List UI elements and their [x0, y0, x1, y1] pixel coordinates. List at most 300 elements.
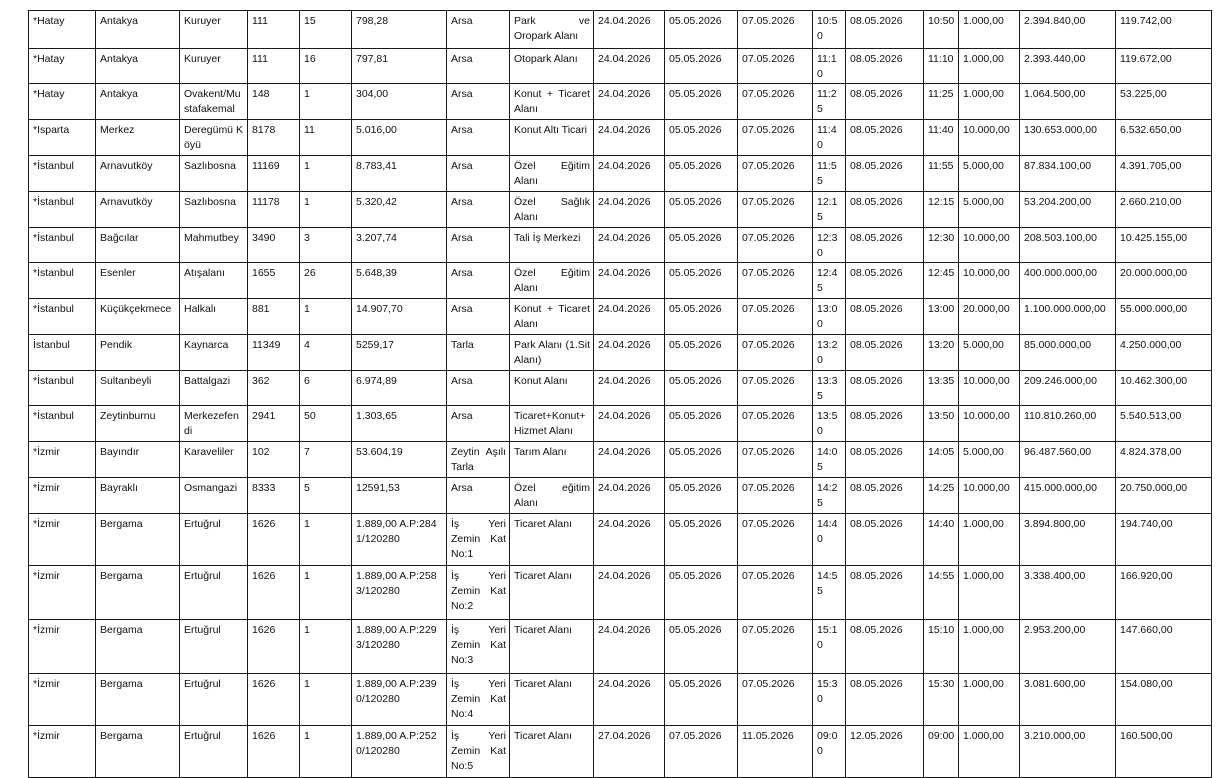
- table-row: [29, 406, 1212, 442]
- cell-announce-date: 24.04.2026: [594, 514, 665, 566]
- cell-deposit: 6.532.650,00: [1116, 120, 1212, 156]
- cell-second-date: 08.05.2026: [846, 192, 924, 228]
- cell-announce-date: 24.04.2026: [594, 371, 665, 406]
- table-row: [29, 335, 1212, 371]
- table-row: [29, 620, 1212, 674]
- cell-zoning: Özel Eğitim Alanı: [510, 156, 594, 192]
- cell-property-type: Arsa: [447, 263, 510, 299]
- cell-property-type: Arsa: [447, 49, 510, 84]
- cell-app-deadline: 05.05.2026: [665, 120, 738, 156]
- cell-deposit: 20.000.000,00: [1116, 263, 1212, 299]
- auction-table: [28, 10, 1212, 778]
- cell-zoning: Konut Alanı: [510, 371, 594, 406]
- cell-announce-date: 24.04.2026: [594, 192, 665, 228]
- cell-app-deadline: 05.05.2026: [665, 84, 738, 120]
- cell-city: *Hatay: [29, 11, 96, 49]
- cell-announce-date: 27.04.2026: [594, 726, 665, 778]
- cell-property-type: Zeytin Aşılı Tarla: [447, 442, 510, 478]
- cell-second-date: 08.05.2026: [846, 11, 924, 49]
- cell-area: 12591,53: [352, 478, 447, 514]
- cell-parcel: 1: [300, 514, 352, 566]
- cell-deposit: 4.824.378,00: [1116, 442, 1212, 478]
- cell-auction-time: 11:55: [813, 156, 846, 192]
- cell-area: 1.889,00 A.P:2841/120280: [352, 514, 447, 566]
- cell-block: 102: [248, 442, 300, 478]
- cell-property-type: Tarla: [447, 335, 510, 371]
- cell-neighborhood: Kuruyer: [180, 49, 248, 84]
- cell-increment: 1.000,00: [959, 49, 1020, 84]
- cell-area: 798,28: [352, 11, 447, 49]
- cell-estimated-value: 130.653.000,00: [1020, 120, 1116, 156]
- cell-city: *İstanbul: [29, 228, 96, 263]
- cell-auction-time: 11:10: [813, 49, 846, 84]
- cell-property-type: Arsa: [447, 299, 510, 335]
- cell-estimated-value: 96.487.560,00: [1020, 442, 1116, 478]
- cell-district: Sultanbeyli: [96, 371, 180, 406]
- cell-zoning: Ticaret Alanı: [510, 514, 594, 566]
- cell-estimated-value: 3.081.600,00: [1020, 674, 1116, 726]
- cell-auction-date: 07.05.2026: [738, 120, 813, 156]
- cell-increment: 5.000,00: [959, 192, 1020, 228]
- cell-zoning: Konut + Ticaret Alanı: [510, 299, 594, 335]
- cell-property-type: İş Yeri Zemin Kat No:3: [447, 620, 510, 674]
- cell-parcel: 26: [300, 263, 352, 299]
- cell-second-date: 12.05.2026: [846, 726, 924, 778]
- cell-announce-date: 24.04.2026: [594, 49, 665, 84]
- cell-block: 1626: [248, 726, 300, 778]
- cell-neighborhood: Ertuğrul: [180, 566, 248, 620]
- cell-second-date: 08.05.2026: [846, 335, 924, 371]
- cell-city: *İstanbul: [29, 406, 96, 442]
- cell-announce-date: 24.04.2026: [594, 620, 665, 674]
- cell-increment: 10.000,00: [959, 371, 1020, 406]
- cell-second-date: 08.05.2026: [846, 299, 924, 335]
- cell-parcel: 1: [300, 566, 352, 620]
- cell-announce-date: 24.04.2026: [594, 478, 665, 514]
- cell-block: 8178: [248, 120, 300, 156]
- cell-auction-time: 13:50: [813, 406, 846, 442]
- cell-district: Bayındır: [96, 442, 180, 478]
- cell-app-deadline: 05.05.2026: [665, 442, 738, 478]
- cell-deposit: 119.672,00: [1116, 49, 1212, 84]
- cell-block: 881: [248, 299, 300, 335]
- cell-app-deadline: 05.05.2026: [665, 156, 738, 192]
- cell-increment: 5.000,00: [959, 335, 1020, 371]
- cell-second-time: 10:50: [924, 11, 959, 49]
- cell-neighborhood: Kuruyer: [180, 11, 248, 49]
- table-row: [29, 11, 1212, 49]
- cell-auction-date: 07.05.2026: [738, 335, 813, 371]
- cell-increment: 1.000,00: [959, 674, 1020, 726]
- cell-auction-time: 15:30: [813, 674, 846, 726]
- cell-block: 2941: [248, 406, 300, 442]
- cell-neighborhood: Kaynarca: [180, 335, 248, 371]
- cell-auction-date: 07.05.2026: [738, 228, 813, 263]
- cell-increment: 1.000,00: [959, 726, 1020, 778]
- cell-neighborhood: Ertuğrul: [180, 620, 248, 674]
- cell-block: 111: [248, 11, 300, 49]
- cell-deposit: 5.540.513,00: [1116, 406, 1212, 442]
- cell-deposit: 119.742,00: [1116, 11, 1212, 49]
- cell-second-date: 08.05.2026: [846, 120, 924, 156]
- cell-parcel: 15: [300, 11, 352, 49]
- cell-second-time: 12:45: [924, 263, 959, 299]
- cell-second-time: 13:50: [924, 406, 959, 442]
- cell-app-deadline: 05.05.2026: [665, 299, 738, 335]
- cell-auction-date: 07.05.2026: [738, 478, 813, 514]
- table-row: [29, 192, 1212, 228]
- cell-app-deadline: 05.05.2026: [665, 566, 738, 620]
- cell-second-time: 11:55: [924, 156, 959, 192]
- cell-second-time: 11:40: [924, 120, 959, 156]
- cell-block: 1626: [248, 514, 300, 566]
- cell-deposit: 10.462.300,00: [1116, 371, 1212, 406]
- cell-zoning: Özel Eğitim Alanı: [510, 263, 594, 299]
- cell-district: Antakya: [96, 11, 180, 49]
- cell-increment: 1.000,00: [959, 84, 1020, 120]
- cell-app-deadline: 05.05.2026: [665, 406, 738, 442]
- cell-second-date: 08.05.2026: [846, 514, 924, 566]
- cell-city: *İstanbul: [29, 263, 96, 299]
- cell-district: Bergama: [96, 674, 180, 726]
- cell-parcel: 1: [300, 84, 352, 120]
- cell-area: 797,81: [352, 49, 447, 84]
- cell-area: 6.974,89: [352, 371, 447, 406]
- cell-second-time: 14:55: [924, 566, 959, 620]
- cell-parcel: 1: [300, 156, 352, 192]
- cell-neighborhood: Osmangazi: [180, 478, 248, 514]
- cell-block: 11349: [248, 335, 300, 371]
- cell-announce-date: 24.04.2026: [594, 406, 665, 442]
- cell-increment: 1.000,00: [959, 620, 1020, 674]
- cell-area: 1.889,00 A.P:2583/120280: [352, 566, 447, 620]
- cell-auction-date: 07.05.2026: [738, 156, 813, 192]
- cell-city: *İzmir: [29, 620, 96, 674]
- cell-increment: 5.000,00: [959, 442, 1020, 478]
- cell-app-deadline: 05.05.2026: [665, 620, 738, 674]
- cell-block: 1655: [248, 263, 300, 299]
- cell-area: 1.889,00 A.P:2390/120280: [352, 674, 447, 726]
- cell-area: 1.889,00 A.P:2520/120280: [352, 726, 447, 778]
- cell-estimated-value: 400.000.000,00: [1020, 263, 1116, 299]
- cell-second-date: 08.05.2026: [846, 442, 924, 478]
- cell-property-type: İş Yeri Zemin Kat No:5: [447, 726, 510, 778]
- cell-auction-date: 07.05.2026: [738, 299, 813, 335]
- table-row: [29, 371, 1212, 406]
- cell-neighborhood: Ertuğrul: [180, 674, 248, 726]
- cell-announce-date: 24.04.2026: [594, 228, 665, 263]
- cell-auction-time: 13:20: [813, 335, 846, 371]
- table-row: [29, 726, 1212, 778]
- cell-app-deadline: 05.05.2026: [665, 228, 738, 263]
- cell-increment: 20.000,00: [959, 299, 1020, 335]
- cell-city: İstanbul: [29, 335, 96, 371]
- cell-city: *İstanbul: [29, 371, 96, 406]
- cell-auction-time: 14:25: [813, 478, 846, 514]
- table-row: [29, 120, 1212, 156]
- cell-city: *İzmir: [29, 442, 96, 478]
- cell-zoning: Otopark Alanı: [510, 49, 594, 84]
- cell-neighborhood: Sazlıbosna: [180, 156, 248, 192]
- cell-app-deadline: 05.05.2026: [665, 192, 738, 228]
- cell-auction-time: 12:45: [813, 263, 846, 299]
- cell-announce-date: 24.04.2026: [594, 299, 665, 335]
- cell-second-date: 08.05.2026: [846, 674, 924, 726]
- cell-auction-time: 10:50: [813, 11, 846, 49]
- cell-neighborhood: Ovakent/Mustafakemal: [180, 84, 248, 120]
- cell-property-type: İş Yeri Zemin Kat No:4: [447, 674, 510, 726]
- cell-auction-time: 12:30: [813, 228, 846, 263]
- cell-second-time: 14:40: [924, 514, 959, 566]
- cell-block: 3490: [248, 228, 300, 263]
- cell-neighborhood: Battalgazi: [180, 371, 248, 406]
- cell-deposit: 166.920,00: [1116, 566, 1212, 620]
- cell-neighborhood: Ertuğrul: [180, 726, 248, 778]
- cell-auction-time: 11:25: [813, 84, 846, 120]
- cell-announce-date: 24.04.2026: [594, 674, 665, 726]
- cell-property-type: Arsa: [447, 156, 510, 192]
- cell-area: 5.320,42: [352, 192, 447, 228]
- cell-estimated-value: 3.210.000,00: [1020, 726, 1116, 778]
- cell-property-type: Arsa: [447, 120, 510, 156]
- cell-second-date: 08.05.2026: [846, 566, 924, 620]
- cell-auction-time: 11:40: [813, 120, 846, 156]
- cell-app-deadline: 05.05.2026: [665, 49, 738, 84]
- cell-city: *İzmir: [29, 478, 96, 514]
- cell-auction-date: 07.05.2026: [738, 192, 813, 228]
- cell-parcel: 6: [300, 371, 352, 406]
- cell-announce-date: 24.04.2026: [594, 263, 665, 299]
- table-row: [29, 84, 1212, 120]
- cell-estimated-value: 3.894.800,00: [1020, 514, 1116, 566]
- cell-area: 304,00: [352, 84, 447, 120]
- table-row: [29, 674, 1212, 726]
- cell-auction-date: 07.05.2026: [738, 49, 813, 84]
- table-row: [29, 566, 1212, 620]
- cell-property-type: Arsa: [447, 371, 510, 406]
- table-row: [29, 49, 1212, 84]
- cell-property-type: Arsa: [447, 406, 510, 442]
- cell-zoning: Tali İş Merkezi: [510, 228, 594, 263]
- cell-second-time: 12:15: [924, 192, 959, 228]
- cell-app-deadline: 05.05.2026: [665, 371, 738, 406]
- cell-estimated-value: 110.810.260,00: [1020, 406, 1116, 442]
- cell-parcel: 3: [300, 228, 352, 263]
- cell-auction-date: 07.05.2026: [738, 406, 813, 442]
- cell-block: 1626: [248, 620, 300, 674]
- cell-second-time: 13:20: [924, 335, 959, 371]
- cell-estimated-value: 53.204.200,00: [1020, 192, 1116, 228]
- cell-auction-date: 07.05.2026: [738, 84, 813, 120]
- cell-estimated-value: 87.834.100,00: [1020, 156, 1116, 192]
- cell-area: 1.303,65: [352, 406, 447, 442]
- cell-deposit: 194.740,00: [1116, 514, 1212, 566]
- cell-announce-date: 24.04.2026: [594, 566, 665, 620]
- cell-neighborhood: Halkalı: [180, 299, 248, 335]
- cell-estimated-value: 2.953.200,00: [1020, 620, 1116, 674]
- cell-district: Bergama: [96, 620, 180, 674]
- cell-area: 8.783,41: [352, 156, 447, 192]
- cell-parcel: 16: [300, 49, 352, 84]
- cell-auction-time: 14:55: [813, 566, 846, 620]
- cell-announce-date: 24.04.2026: [594, 120, 665, 156]
- cell-second-date: 08.05.2026: [846, 156, 924, 192]
- cell-zoning: Ticaret Alanı: [510, 726, 594, 778]
- cell-auction-date: 11.05.2026: [738, 726, 813, 778]
- cell-parcel: 1: [300, 192, 352, 228]
- cell-neighborhood: Karaveliler: [180, 442, 248, 478]
- cell-increment: 10.000,00: [959, 228, 1020, 263]
- cell-block: 111: [248, 49, 300, 84]
- cell-property-type: Arsa: [447, 192, 510, 228]
- cell-app-deadline: 05.05.2026: [665, 674, 738, 726]
- cell-auction-date: 07.05.2026: [738, 442, 813, 478]
- cell-increment: 10.000,00: [959, 120, 1020, 156]
- cell-zoning: Konut Altı Ticari: [510, 120, 594, 156]
- cell-property-type: İş Yeri Zemin Kat No:2: [447, 566, 510, 620]
- cell-parcel: 1: [300, 299, 352, 335]
- cell-zoning: Ticaret Alanı: [510, 674, 594, 726]
- cell-increment: 1.000,00: [959, 514, 1020, 566]
- cell-second-date: 08.05.2026: [846, 49, 924, 84]
- table-body: [29, 11, 1212, 778]
- cell-district: Bergama: [96, 514, 180, 566]
- cell-auction-date: 07.05.2026: [738, 514, 813, 566]
- cell-zoning: Ticaret+Konut+ Hizmet Alanı: [510, 406, 594, 442]
- cell-property-type: İş Yeri Zemin Kat No:1: [447, 514, 510, 566]
- cell-deposit: 53.225,00: [1116, 84, 1212, 120]
- table-row: [29, 228, 1212, 263]
- cell-city: *İzmir: [29, 566, 96, 620]
- cell-deposit: 4.391.705,00: [1116, 156, 1212, 192]
- cell-area: 5.648,39: [352, 263, 447, 299]
- cell-deposit: 4.250.000,00: [1116, 335, 1212, 371]
- cell-city: *İstanbul: [29, 156, 96, 192]
- cell-neighborhood: Sazlıbosna: [180, 192, 248, 228]
- cell-second-date: 08.05.2026: [846, 228, 924, 263]
- cell-property-type: Arsa: [447, 478, 510, 514]
- cell-area: 5259,17: [352, 335, 447, 371]
- cell-zoning: Park Alanı (1.Sit Alanı): [510, 335, 594, 371]
- cell-deposit: 160.500,00: [1116, 726, 1212, 778]
- cell-neighborhood: Ertuğrul: [180, 514, 248, 566]
- cell-district: Antakya: [96, 84, 180, 120]
- cell-estimated-value: 209.246.000,00: [1020, 371, 1116, 406]
- cell-auction-time: 14:05: [813, 442, 846, 478]
- cell-announce-date: 24.04.2026: [594, 156, 665, 192]
- cell-block: 11178: [248, 192, 300, 228]
- cell-zoning: Ticaret Alanı: [510, 620, 594, 674]
- cell-zoning: Konut + Ticaret Alanı: [510, 84, 594, 120]
- cell-block: 1626: [248, 674, 300, 726]
- cell-increment: 10.000,00: [959, 406, 1020, 442]
- cell-auction-time: 12:15: [813, 192, 846, 228]
- cell-estimated-value: 1.100.000.000,00: [1020, 299, 1116, 335]
- cell-deposit: 154.080,00: [1116, 674, 1212, 726]
- cell-app-deadline: 05.05.2026: [665, 11, 738, 49]
- cell-neighborhood: Deregümü Köyü: [180, 120, 248, 156]
- cell-property-type: Arsa: [447, 84, 510, 120]
- cell-zoning: Özel eğitim Alanı: [510, 478, 594, 514]
- cell-district: Antakya: [96, 49, 180, 84]
- cell-area: 1.889,00 A.P:2293/120280: [352, 620, 447, 674]
- table-row: [29, 299, 1212, 335]
- cell-neighborhood: Atışalanı: [180, 263, 248, 299]
- cell-area: 53.604,19: [352, 442, 447, 478]
- cell-app-deadline: 07.05.2026: [665, 726, 738, 778]
- cell-deposit: 10.425.155,00: [1116, 228, 1212, 263]
- table-row: [29, 156, 1212, 192]
- cell-announce-date: 24.04.2026: [594, 84, 665, 120]
- cell-block: 11169: [248, 156, 300, 192]
- cell-auction-date: 07.05.2026: [738, 674, 813, 726]
- cell-second-time: 13:35: [924, 371, 959, 406]
- cell-district: Bergama: [96, 566, 180, 620]
- cell-increment: 1.000,00: [959, 11, 1020, 49]
- cell-second-time: 15:30: [924, 674, 959, 726]
- cell-announce-date: 24.04.2026: [594, 11, 665, 49]
- cell-zoning: Park ve Oropark Alanı: [510, 11, 594, 49]
- cell-block: 1626: [248, 566, 300, 620]
- cell-second-time: 14:25: [924, 478, 959, 514]
- cell-district: Bayraklı: [96, 478, 180, 514]
- cell-parcel: 1: [300, 726, 352, 778]
- cell-estimated-value: 2.394.840,00: [1020, 11, 1116, 49]
- cell-district: Arnavutköy: [96, 156, 180, 192]
- cell-property-type: Arsa: [447, 11, 510, 49]
- cell-city: *İzmir: [29, 514, 96, 566]
- cell-city: *İzmir: [29, 726, 96, 778]
- cell-zoning: Özel Sağlık Alanı: [510, 192, 594, 228]
- cell-city: *Isparta: [29, 120, 96, 156]
- cell-increment: 1.000,00: [959, 566, 1020, 620]
- cell-auction-date: 07.05.2026: [738, 566, 813, 620]
- cell-parcel: 4: [300, 335, 352, 371]
- table-row: [29, 442, 1212, 478]
- cell-city: *İstanbul: [29, 299, 96, 335]
- cell-app-deadline: 05.05.2026: [665, 478, 738, 514]
- cell-auction-time: 13:35: [813, 371, 846, 406]
- cell-estimated-value: 415.000.000,00: [1020, 478, 1116, 514]
- cell-second-date: 08.05.2026: [846, 620, 924, 674]
- cell-auction-date: 07.05.2026: [738, 620, 813, 674]
- cell-second-date: 08.05.2026: [846, 84, 924, 120]
- cell-district: Bağcılar: [96, 228, 180, 263]
- cell-area: 14.907,70: [352, 299, 447, 335]
- cell-estimated-value: 85.000.000,00: [1020, 335, 1116, 371]
- cell-auction-date: 07.05.2026: [738, 11, 813, 49]
- table-row: [29, 263, 1212, 299]
- cell-estimated-value: 1.064.500,00: [1020, 84, 1116, 120]
- cell-district: Arnavutköy: [96, 192, 180, 228]
- cell-announce-date: 24.04.2026: [594, 442, 665, 478]
- cell-neighborhood: Mahmutbey: [180, 228, 248, 263]
- cell-parcel: 1: [300, 620, 352, 674]
- cell-neighborhood: Merkezefendi: [180, 406, 248, 442]
- cell-auction-date: 07.05.2026: [738, 263, 813, 299]
- cell-app-deadline: 05.05.2026: [665, 514, 738, 566]
- cell-district: Küçükçekmece: [96, 299, 180, 335]
- cell-second-time: 11:10: [924, 49, 959, 84]
- cell-auction-time: 15:10: [813, 620, 846, 674]
- cell-auction-date: 07.05.2026: [738, 371, 813, 406]
- cell-auction-time: 09:00: [813, 726, 846, 778]
- table-row: [29, 478, 1212, 514]
- cell-second-time: 12:30: [924, 228, 959, 263]
- cell-city: *Hatay: [29, 49, 96, 84]
- cell-second-date: 08.05.2026: [846, 371, 924, 406]
- cell-app-deadline: 05.05.2026: [665, 263, 738, 299]
